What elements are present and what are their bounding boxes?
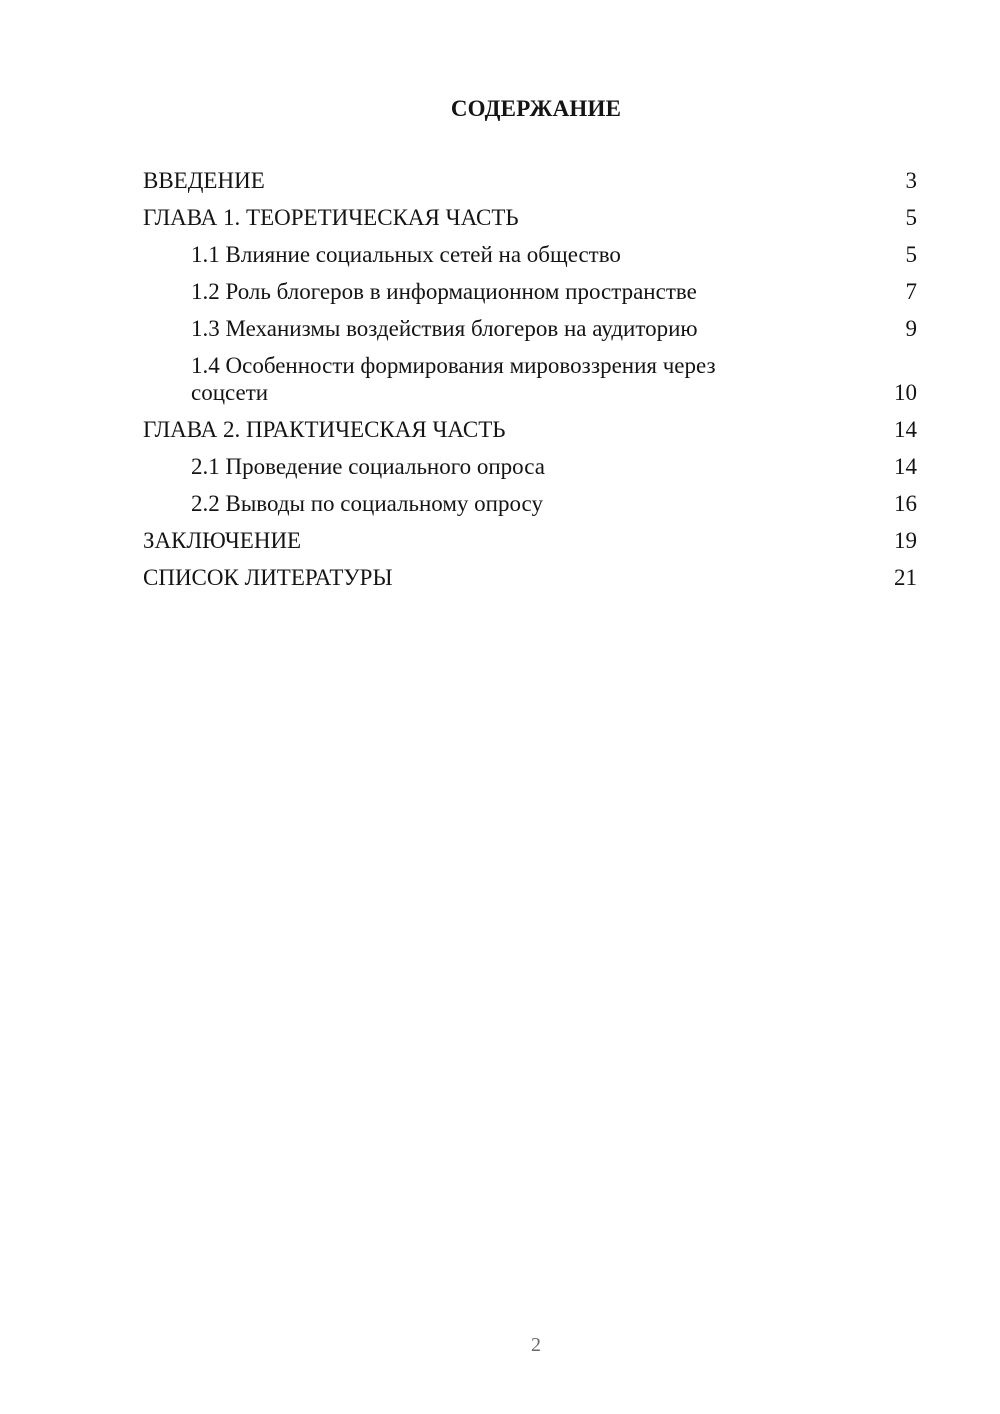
toc-entry-section-2-1[interactable]: [143, 453, 917, 480]
toc-entry-label: ВВЕДЕНИЕ: [143, 168, 265, 193]
toc-entry-conclusion[interactable]: [143, 527, 917, 554]
toc-entry-page: 9: [905, 316, 917, 341]
page-number: 2: [531, 1334, 541, 1356]
toc-entry-label: СПИСОК ЛИТЕРАТУРЫ: [143, 565, 393, 590]
toc-entry-label: 1.1 Влияние социальных сетей на общество: [191, 242, 621, 267]
toc-entry-chapter-1[interactable]: [143, 204, 917, 231]
toc-entry-section-1-2[interactable]: [143, 278, 917, 305]
toc-entry-page: 19: [894, 528, 917, 553]
toc-entry-section-1-3[interactable]: [143, 315, 917, 342]
toc-entry-label: 1.2 Роль блогеров в информационном пространстве: [191, 279, 697, 304]
toc-entry-section-2-2[interactable]: [143, 490, 917, 517]
toc-entry-chapter-2[interactable]: [143, 416, 917, 443]
toc-entry-label: ЗАКЛЮЧЕНИЕ: [143, 528, 302, 553]
toc-entry-label: 1.4 Особенности формирования мировоззрения через соцсети: [191, 353, 716, 405]
toc-entry-page: 14: [894, 454, 917, 479]
toc-entry-page: 7: [905, 279, 917, 304]
toc-entry-page: 10: [894, 380, 917, 405]
toc-entry-label: ГЛАВА 1. ТЕОРЕТИЧЕСКАЯ ЧАСТЬ: [143, 205, 519, 230]
table-of-contents: [143, 167, 917, 601]
toc-entry-introduction[interactable]: [143, 167, 917, 194]
toc-entry-page: 3: [905, 168, 917, 193]
toc-entry-page: 5: [905, 205, 917, 230]
toc-entry-section-1-1[interactable]: [143, 241, 917, 268]
toc-entry-label: 1.3 Механизмы воздействия блогеров на аудиторию: [191, 316, 698, 341]
toc-entry-section-1-4[interactable]: [143, 352, 917, 406]
toc-entry-bibliography[interactable]: [143, 564, 917, 591]
toc-entry-page: 21: [894, 565, 917, 590]
toc-heading: СОДЕРЖАНИЕ: [450, 96, 622, 121]
toc-entry-page: 14: [894, 417, 917, 442]
toc-entry-label: 2.2 Выводы по социальному опросу: [191, 491, 543, 516]
toc-entry-page: 5: [905, 242, 917, 267]
toc-entry-page: 16: [894, 491, 917, 516]
toc-entry-label: 2.1 Проведение социального опроса: [191, 454, 545, 479]
toc-entry-label: ГЛАВА 2. ПРАКТИЧЕСКАЯ ЧАСТЬ: [143, 417, 506, 442]
